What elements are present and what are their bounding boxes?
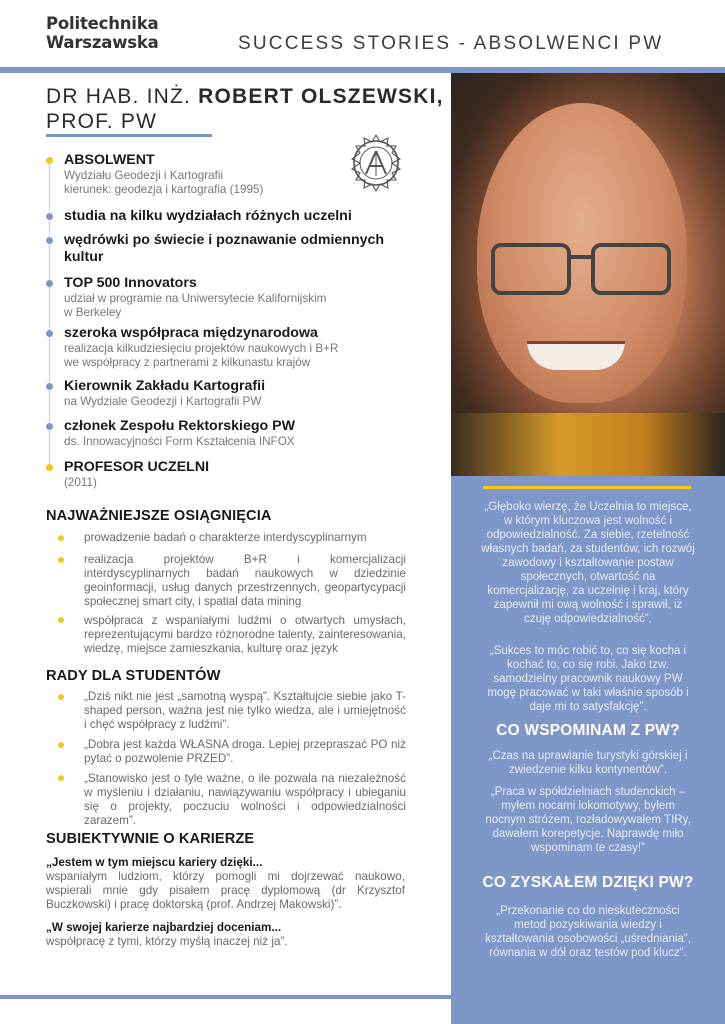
timeline-title: PROFESOR UCZELNI [64,459,210,475]
achievement-item: współpraca z wspaniałymi ludźmi o otwartych umysłach, reprezentującymi bardzo różnorodne talenty, zainteresowania, wiedzę, miejsce zamieszkania, kulturę oraz język [84,614,406,655]
timeline-dot-icon [46,280,53,287]
timeline-sub: na Wydziale Geodezji i Kartografii PW [64,395,262,408]
timeline-dot-icon [46,237,53,244]
timeline-sub: kierunek: geodezja i kartografia (1995) [64,183,264,196]
memory-2: „Praca w spółdzielniach studenckich – myłem nocami lokomotywy, byłem nocnym stróżem, rozładowywałem TIRy, dawałem korepetycje. Naprawdę miło wspominam te czasy!” [485,786,691,854]
logo-line-2: Warszawska [46,33,159,52]
achievement-item: prowadzenie badań o charakterze interdyscyplinarnym [84,531,367,544]
career-answer-1: wspaniałym ludziom, którzy pomogli mi dojrzewać naukowo, wspierali mnie gdy pisałem pracę dyplomową (dr Krzysztof Buczkowski) i pracę doktorską (prof. Andrzej Makowski)”. [46,870,405,911]
timeline-dot-icon [46,213,53,220]
timeline-line [49,160,51,466]
name-bold: ROBERT OLSZEWSKI, [198,85,444,108]
career-question-1: „Jestem w tym miejscu kariery dzięki... [46,856,263,869]
timeline-title: wędrówki po świecie i poznawanie odmiennych [64,232,385,248]
bullet-icon [58,775,64,781]
name-prefix: DR HAB. INŻ. [46,85,199,108]
header-title: SUCCESS STORIES - ABSOLWENCI PW [238,33,664,54]
timeline-title: ABSOLWENT [64,152,155,168]
gain-1: „Przekonanie co do nieskuteczności metod pozyskiwania wiedzy i kształtowania osobowości „uśredniania”, równania w dół oraz testów pod klucz”. [485,905,691,959]
timeline-sub: udział w programie na Uniwersytecie Kalifornijskim [64,292,327,305]
sidebar-divider [483,486,691,489]
achievement-item: realizacja projektów B+R i komercjalizacji interdyscyplinarnych badań naukowych w dziedzinie geoinformacji, usług danych przestrzennych, geopartycypacji społecznej smart city, i spatial data mining [84,553,406,608]
gains-heading: CO ZYSKAŁEM DZIĘKI PW? [482,874,694,891]
bottom-divider [0,995,451,999]
advice-item: „Dziś nikt nie jest „samotną wyspą”. Kształtujcie siebie jako T-shaped person, ważna jest nie tylko wiedza, ale i umiejętność i chęć współpracy z ludźmi”. [84,690,406,731]
timeline-title: członek Zespołu Rektorskiego PW [64,418,295,434]
name-suffix: PROF. PW [46,110,158,133]
timeline-dot-icon [46,157,53,164]
timeline-sub: w Berkeley [64,306,122,319]
sidebar-quote-1: „Głęboko wierzę, że Uczelnia to miejsce, w którym kluczowa jest wolność i odpowiedzialność. Za siebie, rzetelność własnych badań, za studentów, ich rozwój zawodowy i kształtowanie postaw społecznych, otwartość na komercjalizację, za uczelnię i kraj, który zapewnił mi ową wolność i sprawił, iż czuję odpowiedzialność”. [481,501,695,625]
timeline-dot-icon [46,423,53,430]
timeline-sub: realizacja kilkudziesięciu projektów naukowych i B+R [64,342,339,355]
advice-item: „Dobra jest każda WŁASNA droga. Lepiej przepraszać PO niż pytać o pozwolenie PRZED”. [84,738,406,765]
bullet-icon [58,557,64,563]
timeline-dot-icon [46,330,53,337]
bullet-icon [58,535,64,541]
timeline-title: Kierownik Zakładu Kartografii [64,378,266,394]
timeline-title-cont: kultur [64,249,104,265]
timeline-dot-icon [46,383,53,390]
sidebar-panel [451,476,725,1024]
advice-item: „Stanowisko jest o tyle ważne, o ile pozwala na niezależność w myśleniu i działaniu, nawiązywaniu współpracy i ubieganiu się o projekty, poczuciu wolności i odpowiedzialności zarazem”. [84,772,406,827]
timeline-dot-icon [46,464,53,471]
advice-heading: RADY DLA STUDENTÓW [46,668,221,684]
timeline-title: szeroka współpraca międzynarodowa [64,325,318,341]
person-name [46,84,444,134]
timeline-sub: (2011) [64,476,97,489]
achievements-heading: NAJWAŻNIEJSZE OSIĄGNIĘCIA [46,508,272,524]
bullet-icon [58,742,64,748]
timeline-sub: we współpracy z partnerami z kilkunastu krajów [64,356,311,369]
career-question-2: „W swojej karierze najbardziej doceniam... [46,921,282,934]
portrait-photo [451,73,725,476]
timeline-title: studia na kilku wydziałach różnych uczelni [64,208,352,224]
career-heading: SUBIEKTYWNIE O KARIERZE [46,831,255,847]
career-answer-2: współpracę z tymi, którzy myślą inaczej niż ja”. [46,935,288,948]
name-underline [46,134,212,137]
bullet-icon [58,617,64,623]
memory-1: „Czas na uprawianie turystyki górskiej i zwiedzenie kilku kontynentów”. [488,750,688,776]
bullet-icon [58,694,64,700]
logo-line-1: Politechnika [46,14,159,33]
timeline-sub: Wydziału Geodezji i Kartografii [64,169,224,182]
sidebar-quote-2: „Sukces to móc robić to, co się kocha i kochać to, co się robi. Jako tzw. samodzielny pracownik naukowy PW mogę pracować w taki właśnie sposób i daje mi to satysfakcję”. [487,645,689,713]
timeline-title: TOP 500 Innovators [64,275,197,291]
memories-heading: CO WSPOMINAM Z PW? [496,722,680,739]
logo [46,14,159,52]
timeline-sub: ds. Innowacyjności Form Kształcenia INFOX [64,435,295,448]
